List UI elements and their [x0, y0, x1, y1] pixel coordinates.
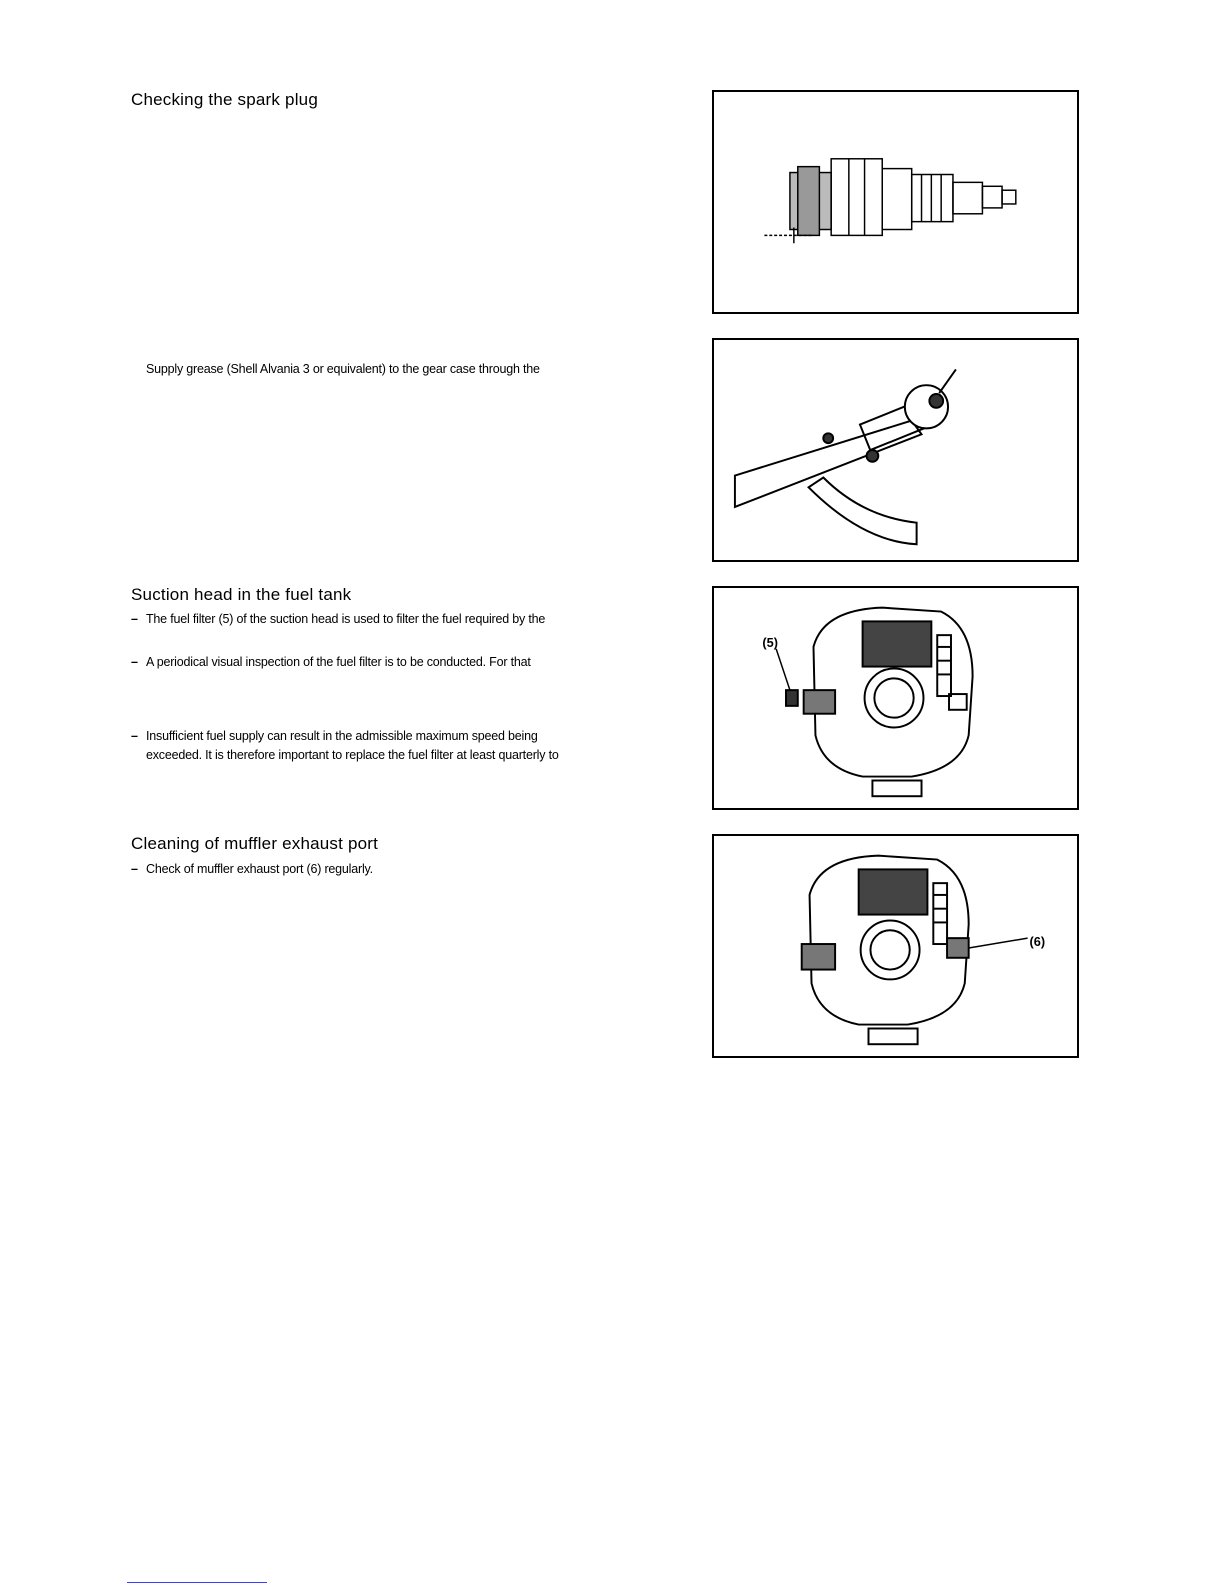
callout-5-label: (5)	[762, 634, 779, 650]
heading-spark-plug: Checking the spark plug	[131, 90, 318, 109]
figure-gear-case	[712, 338, 1079, 562]
suction-bullet-3-line-2: exceeded. It is therefore important to replace the fuel filter at least quarterly to	[146, 748, 559, 762]
grease-text: Supply grease (Shell Alvania 3 or equivalent) to the gear case through the	[146, 362, 540, 376]
figure-muffler-port	[712, 834, 1079, 1058]
heading-suction-head: Suction head in the fuel tank	[131, 585, 352, 604]
bullet-mark: –	[131, 862, 138, 876]
heading-muffler: Cleaning of muffler exhaust port	[131, 834, 379, 853]
callout-6-label: (6)	[1029, 934, 1046, 949]
engine-muffler-illustration	[714, 836, 1077, 1056]
figure-fuel-filter	[712, 586, 1079, 810]
gear-case-illustration	[714, 340, 1077, 560]
spark-plug-illustration	[714, 92, 1077, 312]
muffler-bullet-1: Check of muffler exhaust port (6) regularly.	[146, 862, 373, 876]
bullet-mark: –	[131, 655, 138, 669]
footer-rule	[127, 1582, 267, 1583]
figure-spark-plug	[712, 90, 1079, 314]
engine-fuel-filter-illustration	[714, 588, 1077, 808]
bullet-mark: –	[131, 612, 138, 626]
suction-bullet-3-line-1: Insufficient fuel supply can result in the admissible maximum speed being	[146, 729, 538, 743]
suction-bullet-1: The fuel filter (5) of the suction head is used to filter the fuel required by the	[146, 612, 546, 626]
bullet-mark: –	[131, 729, 138, 743]
suction-bullet-2: A periodical visual inspection of the fuel filter is to be conducted. For that	[146, 655, 531, 669]
